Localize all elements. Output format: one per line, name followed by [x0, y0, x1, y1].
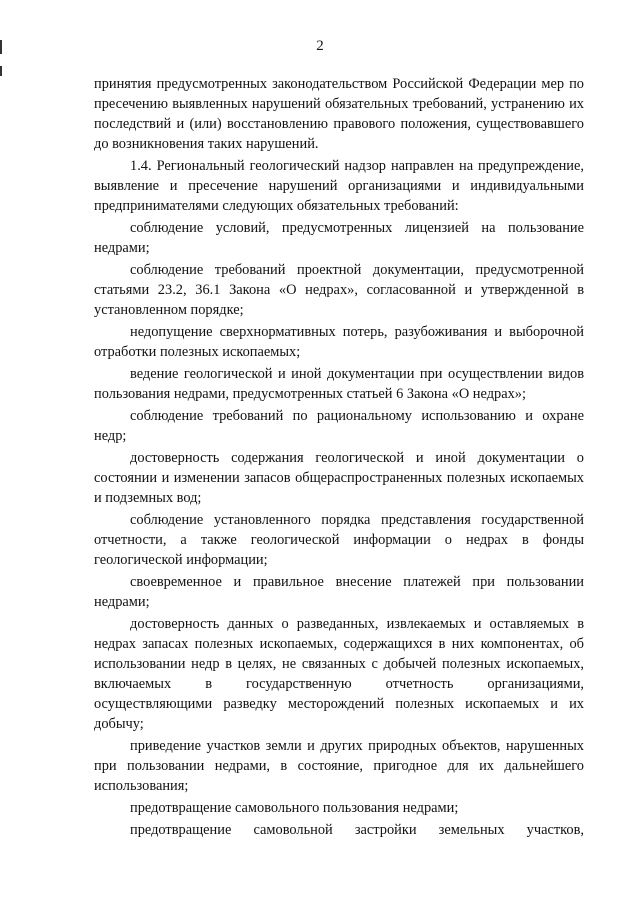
paragraph: предотвращение самовольной застройки земельных участков, — [130, 822, 584, 838]
paragraph: принятия предусмотренных законодательством Российской Федерации мер по пресечению выявленных нарушений обязательных требований, устранению их последствий и (или) восстановлению правового положения, существовавшего до возникновения таких нарушений. — [94, 76, 584, 152]
paragraph: соблюдение требований по рациональному использованию и охране недр; — [94, 408, 584, 444]
page-number: 2 — [316, 38, 324, 54]
paragraph: приведение участков земли и других природных объектов, нарушенных при пользовании недрами, в состояние, пригодное для их дальнейшего использования; — [94, 738, 584, 794]
paragraph: достоверность содержания геологической и иной документации о состоянии и изменении запасов общераспространенных полезных ископаемых и подземных вод; — [94, 450, 584, 506]
paragraph: достоверность данных о разведанных, извлекаемых и оставляемых в недрах запасах полезных ископаемых, содержащихся в них компонентах, об использовании недр в целях, не связанных с добычей полезных ископаемых, включаемых в государственную отчетность организациями, осуществляющими разведку месторождений полезных ископаемых и их добычу; — [94, 616, 584, 732]
paragraph: соблюдение требований проектной документации, предусмотренной статьями 23.2, 36.1 Закона «О недрах», согласованной и утвержденной в установленном порядке; — [94, 262, 584, 318]
paragraph: своевременное и правильное внесение платежей при пользовании недрами; — [94, 574, 584, 610]
paragraph: соблюдение установленного порядка представления государственной отчетности, а также геологической информации о недрах в фонды геологической информации; — [94, 512, 584, 568]
paragraph: ведение геологической и иной документации при осуществлении видов пользования недрами, предусмотренных статьей 6 Закона «О недрах»; — [94, 366, 584, 402]
paragraph: соблюдение условий, предусмотренных лицензией на пользование недрами; — [94, 220, 584, 256]
body-text — [94, 74, 584, 842]
paragraph: 1.4. Региональный геологический надзор направлен на предупреждение, выявление и пресечение нарушений организациями и индивидуальными предпринимателями следующих обязательных требований: — [94, 158, 584, 214]
paragraph: недопущение сверхнормативных потерь, разубоживания и выборочной отработки полезных ископаемых; — [94, 324, 584, 360]
scan-edge-mark — [0, 66, 2, 76]
paragraph: предотвращение самовольного пользования недрами; — [130, 800, 459, 816]
